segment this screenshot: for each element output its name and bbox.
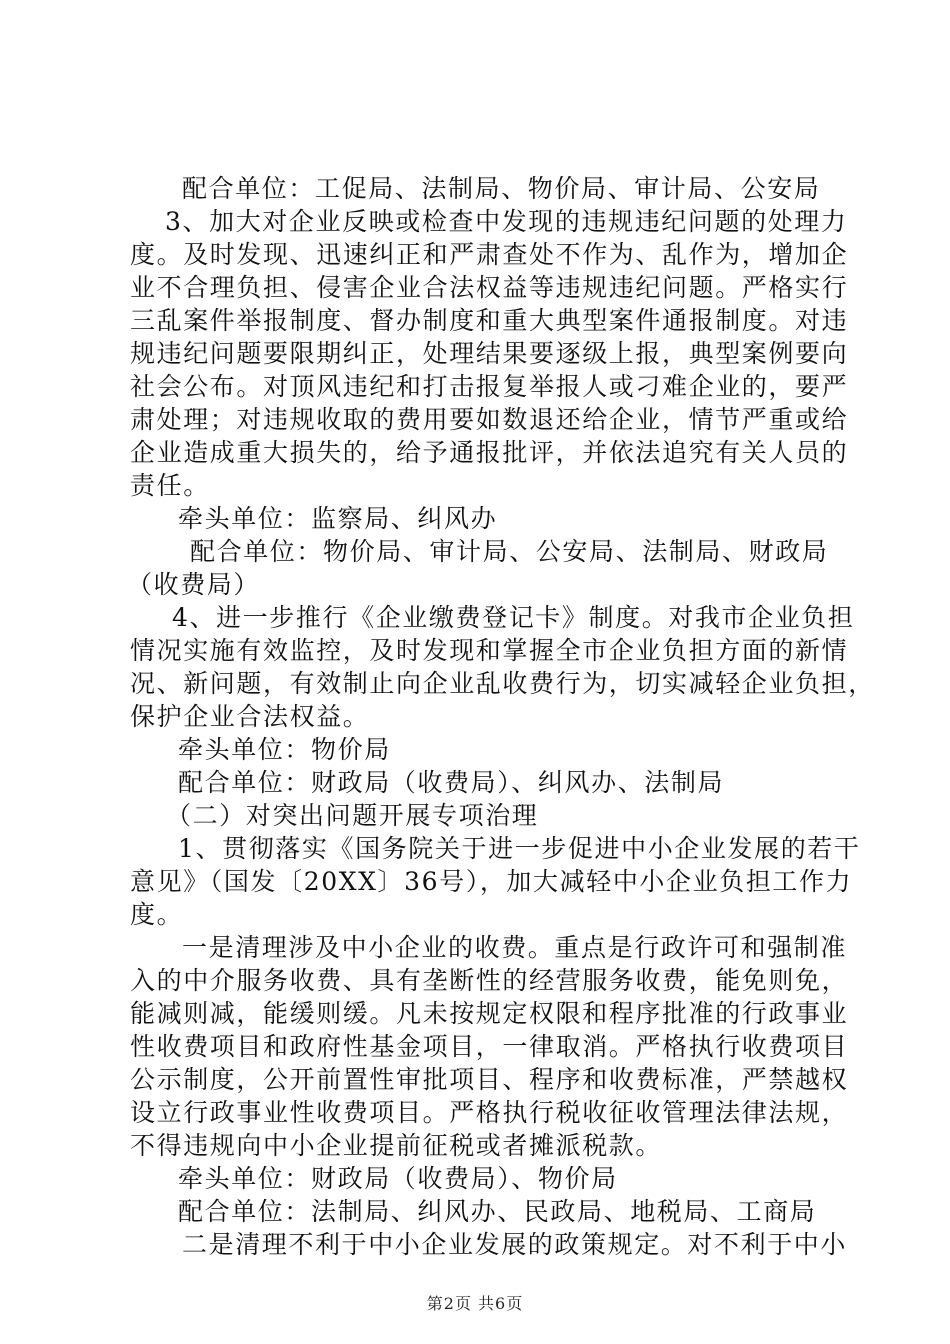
text-line: 不得违规向中小企业提前征税或者摊派税款。 <box>130 1131 663 1160</box>
text-line: 入的中介服务收费、具有垄断性的经营服务收费，能免则免， <box>130 966 849 995</box>
text-line: 况、新问题，有效制止向企业乱收费行为，切实减轻企业负担， <box>130 669 875 698</box>
text-line: （收费局） <box>127 570 261 599</box>
text-line: 一是清理涉及中小企业的收费。重点是行政许可和强制准 <box>182 933 848 962</box>
section-heading: （二）对突出问题开展专项治理 <box>166 801 539 830</box>
text-line: 4、进一步推行《企业缴费登记卡》制度。对我市企业负担 <box>172 603 855 632</box>
text-line: 1、贯彻落实《国务院关于进一步促进中小企业发展的若干 <box>178 834 861 863</box>
text-line: 度。及时发现、迅速纠正和严肃查处不作为、乱作为，增加企 <box>130 240 849 269</box>
text-line: 性收费项目和政府性基金项目，一律取消。严格执行收费项目 <box>130 1032 849 1061</box>
text-line: 社会公布。对顶风违纪和打击报复举报人或刁难企业的，要严 <box>130 372 849 401</box>
text-line: 配合单位：法制局、纠风办、民政局、地税局、工商局 <box>178 1197 817 1226</box>
text-line: 能减则减，能缓则缓。凡未按规定权限和程序批准的行政事业 <box>130 999 849 1028</box>
text-line: 公示制度，公开前置性审批项目、程序和收费标准，严禁越权 <box>130 1065 849 1094</box>
text-line: 牵头单位：物价局 <box>178 735 391 764</box>
text-line: 规违纪问题要限期纠正，处理结果要逐级上报，典型案例要向 <box>130 339 849 368</box>
text-line: 配合单位：工促局、法制局、物价局、审计局、公安局 <box>182 174 821 203</box>
text-line: 二是清理不利于中小企业发展的政策规定。对不利于中小 <box>182 1230 848 1259</box>
text-line: 配合单位：物价局、审计局、公安局、法制局、财政局 <box>190 537 829 566</box>
text-line: 配合单位：财政局（收费局）、纠风办、法制局 <box>178 768 725 797</box>
text-line: 牵头单位：监察局、纠风办 <box>178 504 498 533</box>
page-number: 第2页 共6页 <box>426 1294 524 1313</box>
text-line: 情况实施有效监控，及时发现和掌握全市企业负担方面的新情 <box>130 636 849 665</box>
text-line: 牵头单位：财政局（收费局）、物价局 <box>178 1164 618 1193</box>
text-line: 责任。 <box>130 471 210 500</box>
text-line: 意见》（国发〔20XX〕36号），加大减轻中小企业负担工作力 <box>130 867 853 896</box>
text-line: 3、加大对企业反映或检查中发现的违规违纪问题的处理力 <box>165 207 848 236</box>
text-line: 度。 <box>130 900 184 929</box>
text-line: 设立行政事业性收费项目。严格执行税收征收管理法律法规， <box>130 1098 849 1127</box>
text-line: 肃处理；对违规收取的费用要如数退还给企业，情节严重或给 <box>130 405 849 434</box>
text-line: 企业造成重大损失的，给予通报批评，并依法追究有关人员的 <box>130 438 849 467</box>
text-line: 保护企业合法权益。 <box>130 702 370 731</box>
text-line: 业不合理负担、侵害企业合法权益等违规违纪问题。严格实行 <box>130 273 849 302</box>
text-line: 三乱案件举报制度、督办制度和重大典型案件通报制度。对违 <box>130 306 849 335</box>
